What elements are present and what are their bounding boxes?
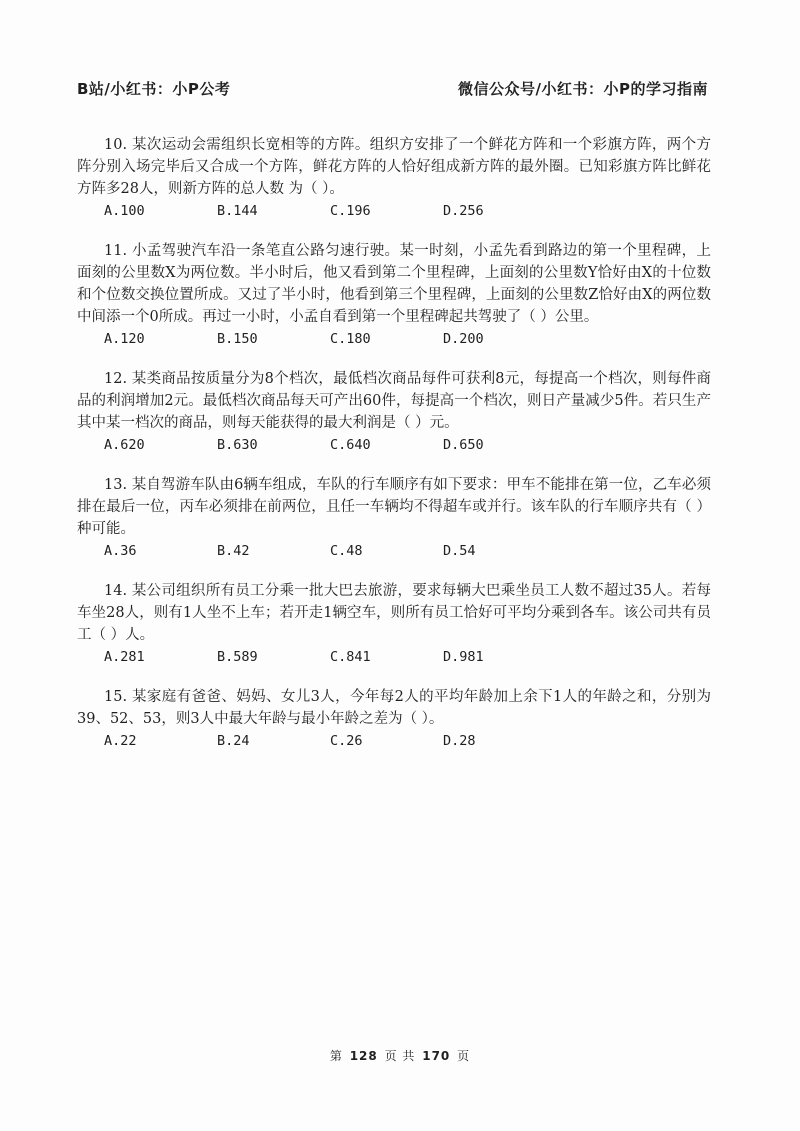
question-14: [77, 580, 711, 667]
page-total: 170: [422, 1049, 451, 1063]
option-d: D.200: [443, 331, 484, 347]
question-list: [77, 134, 711, 770]
option-c: C.180: [330, 331, 371, 347]
page-number: 128: [349, 1049, 378, 1063]
footer-middle: 页 共: [384, 1049, 416, 1063]
question-stem: 13. 某自驾游车队由6辆车组成，车队的行车顺序有如下要求：甲车不能排在第一位，乙车必须排在最后一位，丙车必须排在前两位，且任一车辆均不得超车或并行。该车队的行车顺序共有（ ）种可能。: [77, 477, 711, 537]
option-b: B.150: [217, 331, 258, 347]
option-c: C.841: [330, 649, 371, 665]
option-d: D.981: [443, 649, 484, 665]
option-b: B.144: [217, 203, 258, 219]
option-a: A.36: [104, 543, 137, 559]
option-list: [77, 541, 711, 561]
footer-prefix: 第: [329, 1049, 343, 1063]
option-d: D.54: [443, 543, 476, 559]
question-stem: 10. 某次运动会需组织长宽相等的方阵。组织方安排了一个鲜花方阵和一个彩旗方阵，两个方阵分别入场完毕后又合成一个方阵，鲜花方阵的人恰好组成新方阵的最外圈。已知彩旗方阵比鲜花方阵多28人，则新方阵的总人数 为（ ）。: [77, 137, 711, 197]
option-a: A.620: [104, 437, 145, 453]
option-c: C.196: [330, 203, 371, 219]
option-a: A.120: [104, 331, 145, 347]
option-a: A.100: [104, 203, 145, 219]
page-footer: [0, 1047, 800, 1064]
option-c: C.26: [330, 733, 363, 749]
header-right-text: 微信公众号/小红书：小P的学习指南: [458, 80, 708, 98]
option-b: B.42: [217, 543, 250, 559]
option-a: A.22: [104, 733, 137, 749]
header-left-text: B站/小红书：小P公考: [77, 80, 231, 98]
question-stem: 12. 某类商品按质量分为8个档次，最低档次商品每件可获利8元，每提高一个档次，则每件商品的利润增加2元。最低档次商品每天可产出60件，每提高一个档次，则日产量减少5件。若只生产其中某一档次的商品，则每天能获得的最大利润是（ ）元。: [77, 371, 711, 431]
question-stem: 15. 某家庭有爸爸、妈妈、女儿3人，今年每2人的平均年龄加上余下1人的年龄之和，分别为39、52、53，则3人中最大年龄与最小年龄之差为（ ）。: [77, 689, 711, 727]
option-b: B.630: [217, 437, 258, 453]
option-list: [77, 647, 711, 667]
option-list: [77, 329, 711, 349]
option-list: [77, 435, 711, 455]
question-12: [77, 368, 711, 455]
question-11: [77, 240, 711, 349]
option-list: [77, 201, 711, 221]
option-list: [77, 731, 711, 751]
option-d: D.256: [443, 203, 484, 219]
question-stem: 14. 某公司组织所有员工分乘一批大巴去旅游，要求每辆大巴乘坐员工人数不超过35人。若每车坐28人，则有1人坐不上车；若开走1辆空车，则所有员工恰好可平均分乘到各车。该公司共有员工（ ）人。: [77, 583, 711, 643]
option-a: A.281: [104, 649, 145, 665]
question-stem: 11. 小孟驾驶汽车沿一条笔直公路匀速行驶。某一时刻，小孟先看到路边的第一个里程碑，上面刻的公里数X为两位数。半小时后，他又看到第二个里程碑，上面刻的公里数Y恰好由X的十位数和个位数交换位置所成。又过了半小时，他看到第三个里程碑，上面刻的公里数Z恰好由X的两位数中间添一个0所成。再过一小时，小孟自看到第一个里程碑起共驾驶了（ ）公里。: [77, 243, 711, 325]
option-c: C.640: [330, 437, 371, 453]
footer-suffix: 页: [457, 1049, 471, 1063]
question-13: [77, 474, 711, 561]
question-15: [77, 686, 711, 751]
option-b: B.589: [217, 649, 258, 665]
option-d: D.650: [443, 437, 484, 453]
question-10: [77, 134, 711, 221]
option-d: D.28: [443, 733, 476, 749]
option-b: B.24: [217, 733, 250, 749]
option-c: C.48: [330, 543, 363, 559]
